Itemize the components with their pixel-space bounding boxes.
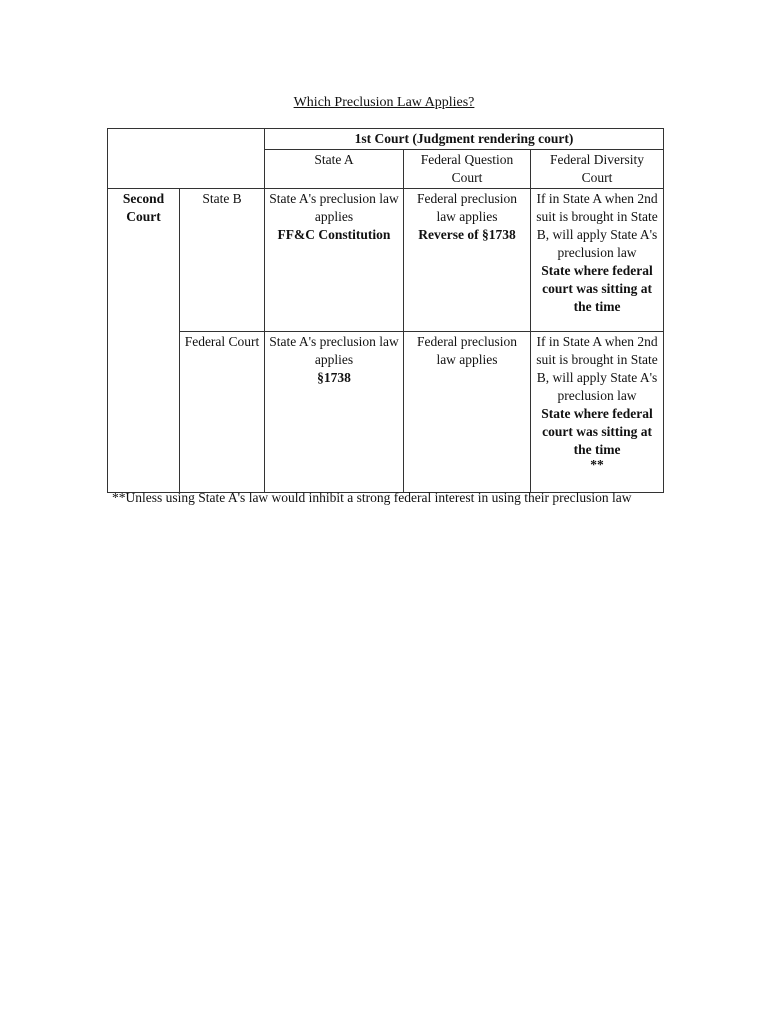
header-row-1 [108,129,664,150]
cell-authority: FF&C Constitution [277,227,391,242]
footnote-marker: ** [590,457,604,472]
column-header-state-a: State A [265,150,404,189]
table-row [108,189,664,332]
cell-text: Federal preclusion law applies [416,334,518,367]
cell-authority: Reverse of §1738 [418,227,516,242]
page-title: Which Preclusion Law Applies? [293,95,475,110]
cell-federal-court-federal-question [404,332,531,493]
first-court-header: 1st Court (Judgment rendering court) [265,129,664,150]
cell-federal-court-state-a [265,332,404,493]
column-header-federal-diversity: Federal Diversity Court [531,150,664,189]
table-row [108,332,664,493]
empty-corner-cell [108,129,265,189]
cell-text: State A's preclusion law applies [269,334,399,367]
cell-text: If in State A when 2nd suit is brought in State B, will apply State A's preclusion law [536,191,658,260]
second-court-label: Second Court [108,189,180,493]
cell-authority: State where federal court was sitting at the time [541,263,653,314]
footnote: **Unless using State A's law would inhibit a strong federal interest in using their preclusion law [112,490,632,505]
cell-authority: §1738 [317,370,351,385]
cell-text: If in State A when 2nd suit is brought in State B, will apply State A's preclusion law [536,334,658,403]
preclusion-table [107,128,664,493]
cell-text: State A's preclusion law applies [269,191,399,224]
cell-text: Federal preclusion law applies [416,191,518,224]
cell-state-b-federal-diversity [531,189,664,332]
cell-authority: State where federal court was sitting at the time [541,406,653,457]
cell-state-b-state-a [265,189,404,332]
cell-state-b-federal-question [404,189,531,332]
column-header-federal-question: Federal Question Court [404,150,531,189]
cell-federal-court-federal-diversity [531,332,664,493]
row-label-state-b: State B [180,189,265,332]
row-label-federal-court: Federal Court [180,332,265,493]
